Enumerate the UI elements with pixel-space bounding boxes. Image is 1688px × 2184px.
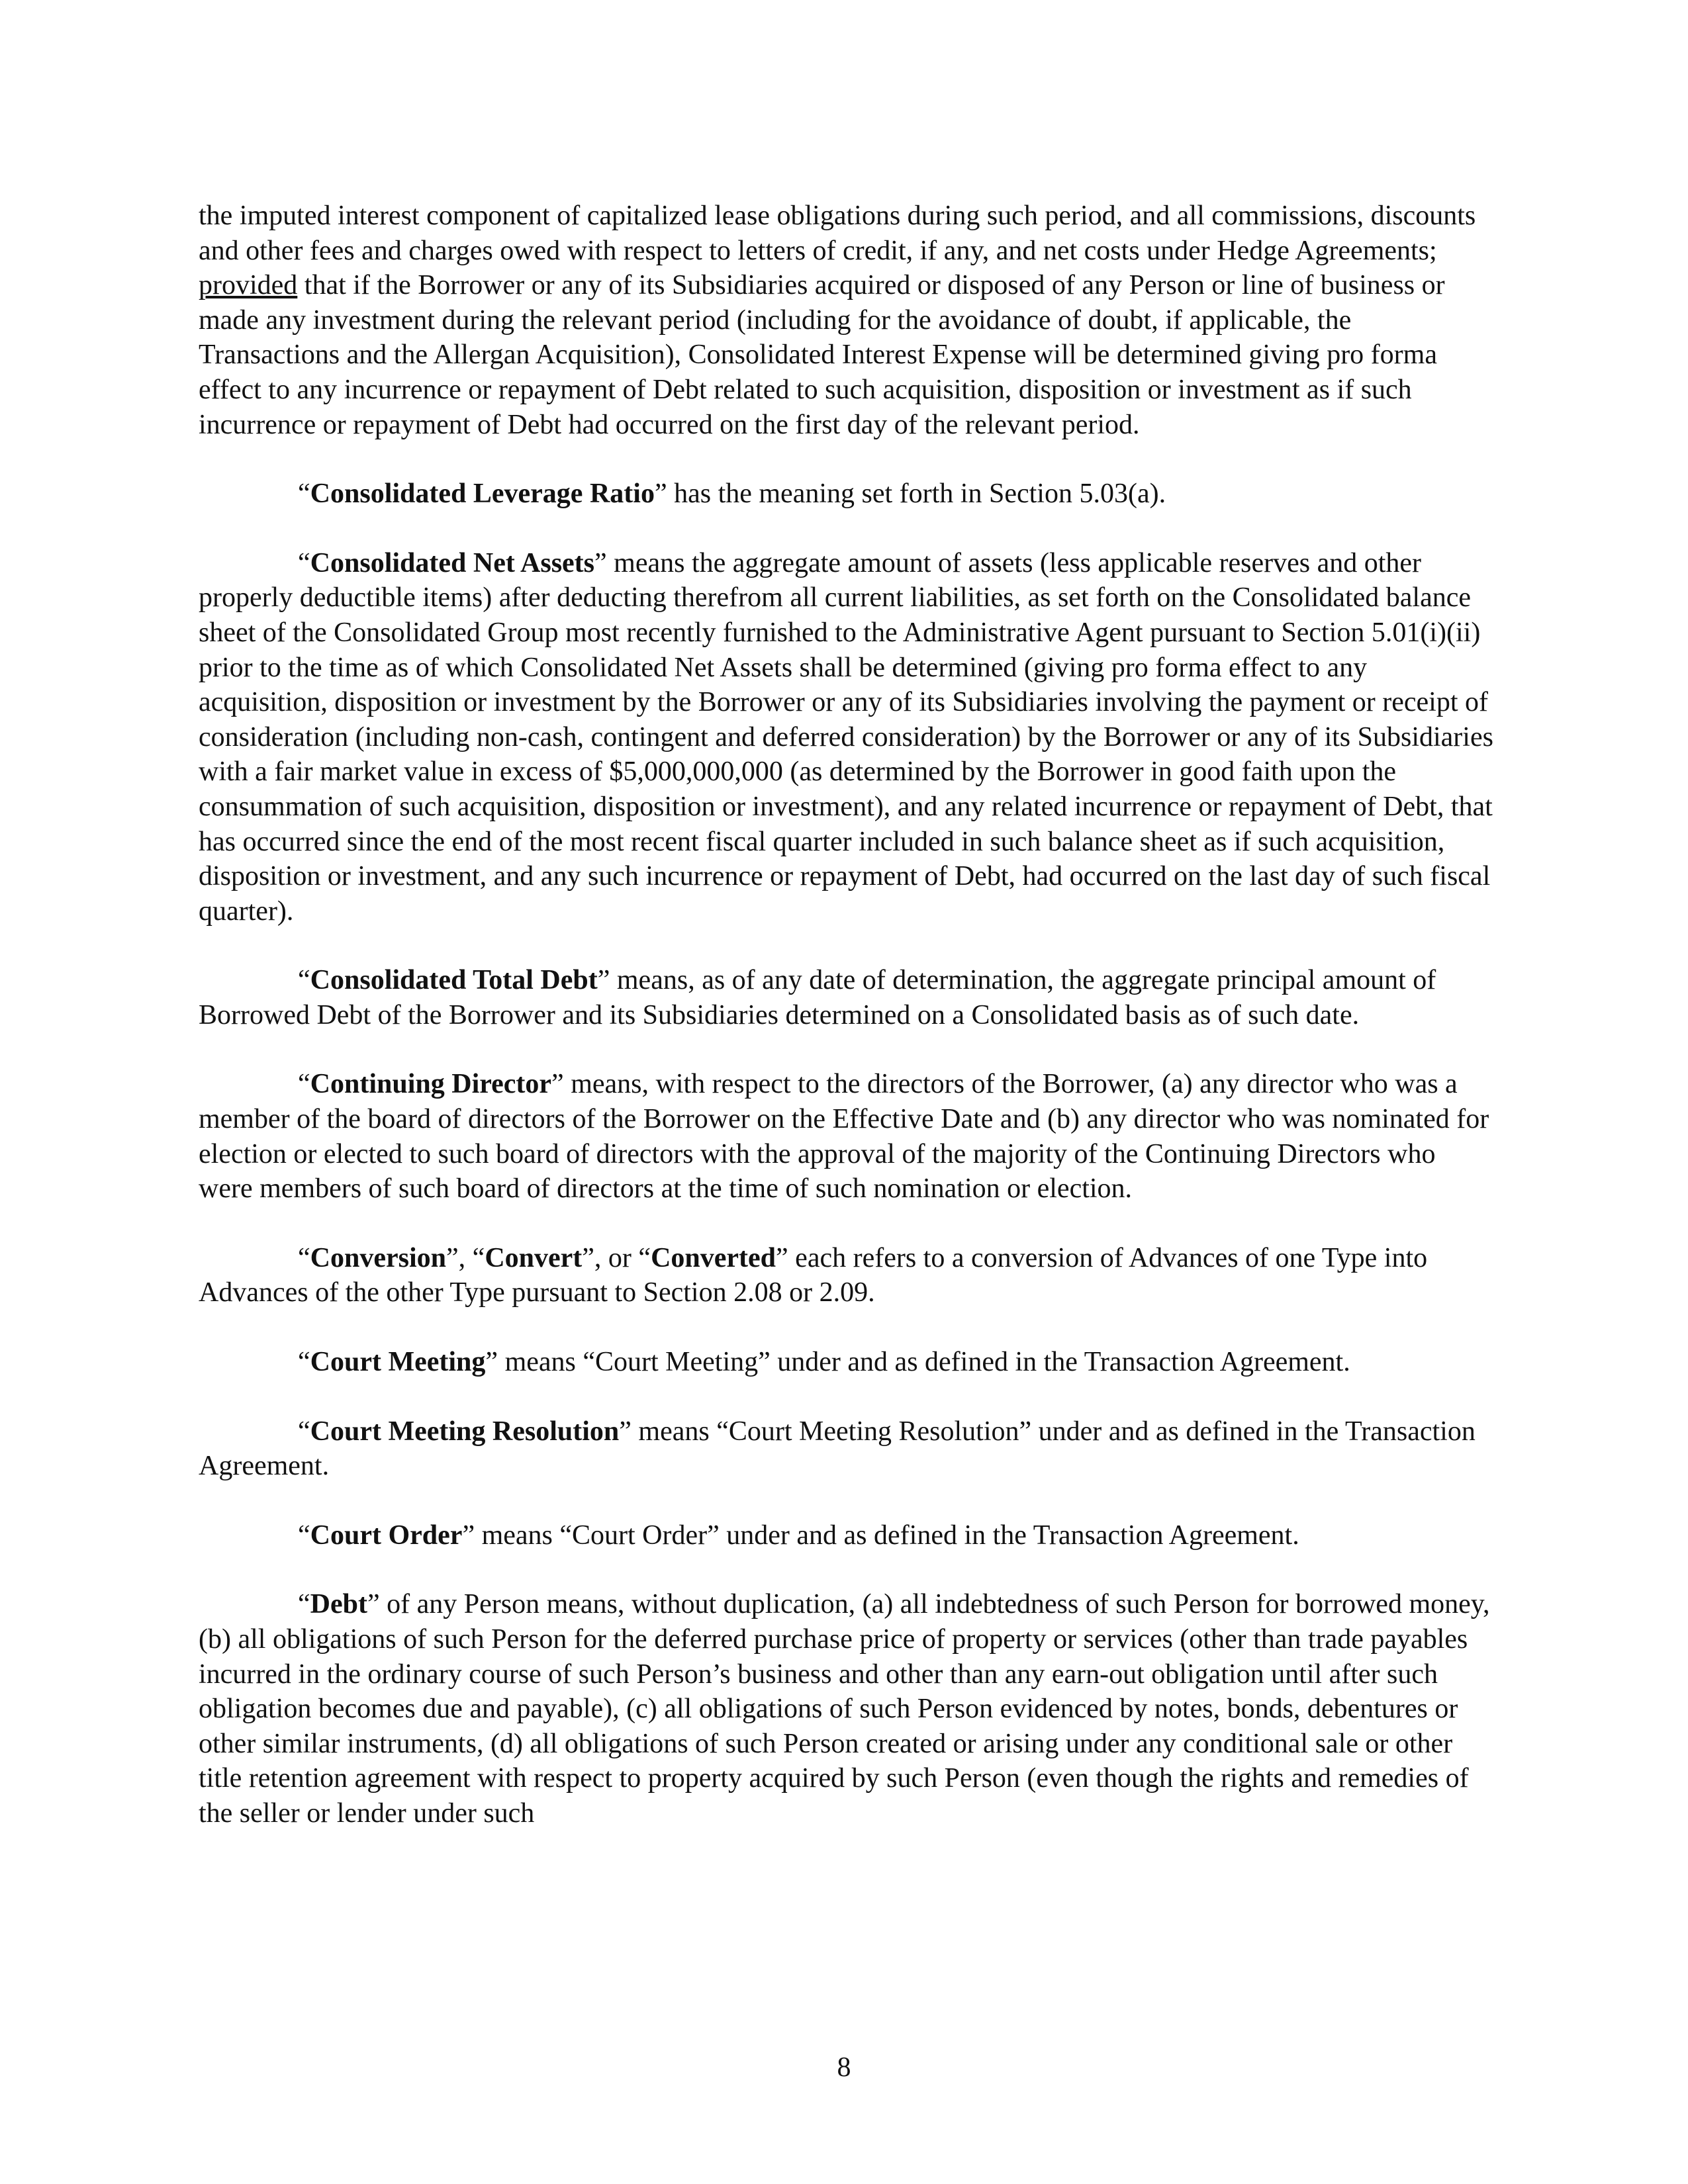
defined-term: Converted bbox=[651, 1242, 776, 1273]
defined-term: Consolidated Total Debt bbox=[310, 965, 598, 996]
open-quote: “ bbox=[298, 1589, 310, 1620]
defined-term: Debt bbox=[310, 1589, 367, 1620]
open-quote: “ bbox=[298, 1242, 310, 1273]
definition-text: ” means the aggregate amount of assets (less applicable reserves and other properly deductible items) after deducting therefrom all current liabilities, as set forth on the Consolidated balance sheet of the Consolidated Group most recently furnished to the Administrative Agent pursuant to Section 5.01(i)(ii) prior to the time as of which Consolidated Net Assets shall be determined (giving pro forma effect to any acquisition, disposition or investment by the Borrower or any of its Subsidiaries involving the payment or receipt of consideration (including non-cash, contingent and deferred consideration) by the Borrower or any of its Subsidiaries with a fair market value in excess of $5,000,000,000 (as determined by the Borrower in good faith upon the consummation of such acquisition, disposition or investment), and any related incurrence or repayment of Debt, that has occurred since the end of the most recent fiscal quarter included in such balance sheet as if such acquisition, disposition or investment, and any such incurrence or repayment of Debt, had occurred on the last day of such fiscal quarter). bbox=[199, 547, 1493, 927]
definition-court-meeting bbox=[199, 1345, 1496, 1380]
quote-separator: ”, “ bbox=[446, 1242, 485, 1273]
defined-term: Convert bbox=[485, 1242, 583, 1273]
open-quote: “ bbox=[298, 1347, 310, 1378]
defined-term: Court Order bbox=[310, 1520, 463, 1551]
open-quote: “ bbox=[298, 547, 310, 578]
defined-term: Consolidated Leverage Ratio bbox=[310, 478, 655, 510]
defined-term: Continuing Director bbox=[310, 1069, 552, 1100]
definition-text: ” means “Court Order” under and as defined in the Transaction Agreement. bbox=[462, 1520, 1299, 1551]
definition-text: ” means “Court Meeting” under and as defined in the Transaction Agreement. bbox=[485, 1347, 1350, 1378]
definition-consolidated-total-debt bbox=[199, 963, 1496, 1032]
document-body bbox=[199, 199, 1496, 1866]
defined-term: Conversion bbox=[310, 1242, 447, 1273]
page-number: 8 bbox=[837, 2052, 851, 2083]
definition-text: ” means “Court Meeting Resolution” under and as defined in the Transaction Agreement. bbox=[199, 1416, 1476, 1482]
defined-term: Consolidated Net Assets bbox=[310, 547, 595, 578]
definition-conversion bbox=[199, 1241, 1496, 1310]
definition-debt bbox=[199, 1587, 1496, 1831]
open-quote: “ bbox=[298, 1416, 310, 1447]
definition-consolidated-leverage-ratio bbox=[199, 477, 1496, 512]
paragraph-interest-expense-continuation bbox=[199, 199, 1496, 442]
defined-term: Court Meeting Resolution bbox=[310, 1416, 620, 1447]
definition-consolidated-net-assets bbox=[199, 546, 1496, 929]
defined-term: Court Meeting bbox=[310, 1347, 486, 1378]
paragraph-text: that if the Borrower or any of its Subsidiaries acquired or disposed of any Person or line of business or made any investment during the relevant period (including for the avoidance of doubt, if applicable, the Transactions and the Allergan Acquisition), Consolidated Interest Expense will be determined giving pro forma effect to any incurrence or repayment of Debt related to such acquisition, disposition or investment as if such incurrence or repayment of Debt had occurred on the first day of the relevant period. bbox=[199, 270, 1445, 440]
definition-text: ” means, with respect to the directors of the Borrower, (a) any director who was a member of the board of directors of the Borrower on the Effective Date and (b) any director who was nominated for election or elected to such board of directors with the approval of the majority of the Continuing Directors who were members of such board of directors at the time of such nomination or election. bbox=[199, 1069, 1489, 1205]
paragraph-text: the imputed interest component of capitalized lease obligations during such period, and all commissions, discounts and other fees and charges owed with respect to letters of credit, if any, and net costs under Hedge Agreements; bbox=[199, 201, 1476, 266]
definition-text: ” each refers to a conversion of Advances of one Type into Advances of the other Type pursuant to Section 2.08 or 2.09. bbox=[199, 1242, 1428, 1308]
open-quote: “ bbox=[298, 478, 310, 510]
open-quote: “ bbox=[298, 1520, 310, 1551]
quote-separator: ”, or “ bbox=[582, 1242, 651, 1273]
definition-court-order bbox=[199, 1518, 1496, 1553]
definition-text: ” means, as of any date of determination, the aggregate principal amount of Borrowed Debt of the Borrower and its Subsidiaries determined on a Consolidated basis as of such date. bbox=[199, 965, 1436, 1030]
definition-text: ” of any Person means, without duplication, (a) all indebtedness of such Person for borrowed money, (b) all obligations of such Person for the deferred purchase price of property or services (other than trade payables incurred in the ordinary course of such Person’s business and other than any earn-out obligation until after such obligation becomes due and payable), (c) all obligations of such Person evidenced by notes, bonds, debentures or other similar instruments, (d) all obligations of such Person created or arising under any conditional sale or other title retention agreement with respect to property acquired by such Person (even though the rights and remedies of the seller or lender under such bbox=[199, 1589, 1490, 1829]
open-quote: “ bbox=[298, 1069, 310, 1100]
definition-continuing-director bbox=[199, 1067, 1496, 1206]
underlined-provided: provided bbox=[199, 270, 298, 301]
definition-court-meeting-resolution bbox=[199, 1414, 1496, 1484]
definition-text: ” has the meaning set forth in Section 5.03(a). bbox=[654, 478, 1166, 510]
open-quote: “ bbox=[298, 965, 310, 996]
